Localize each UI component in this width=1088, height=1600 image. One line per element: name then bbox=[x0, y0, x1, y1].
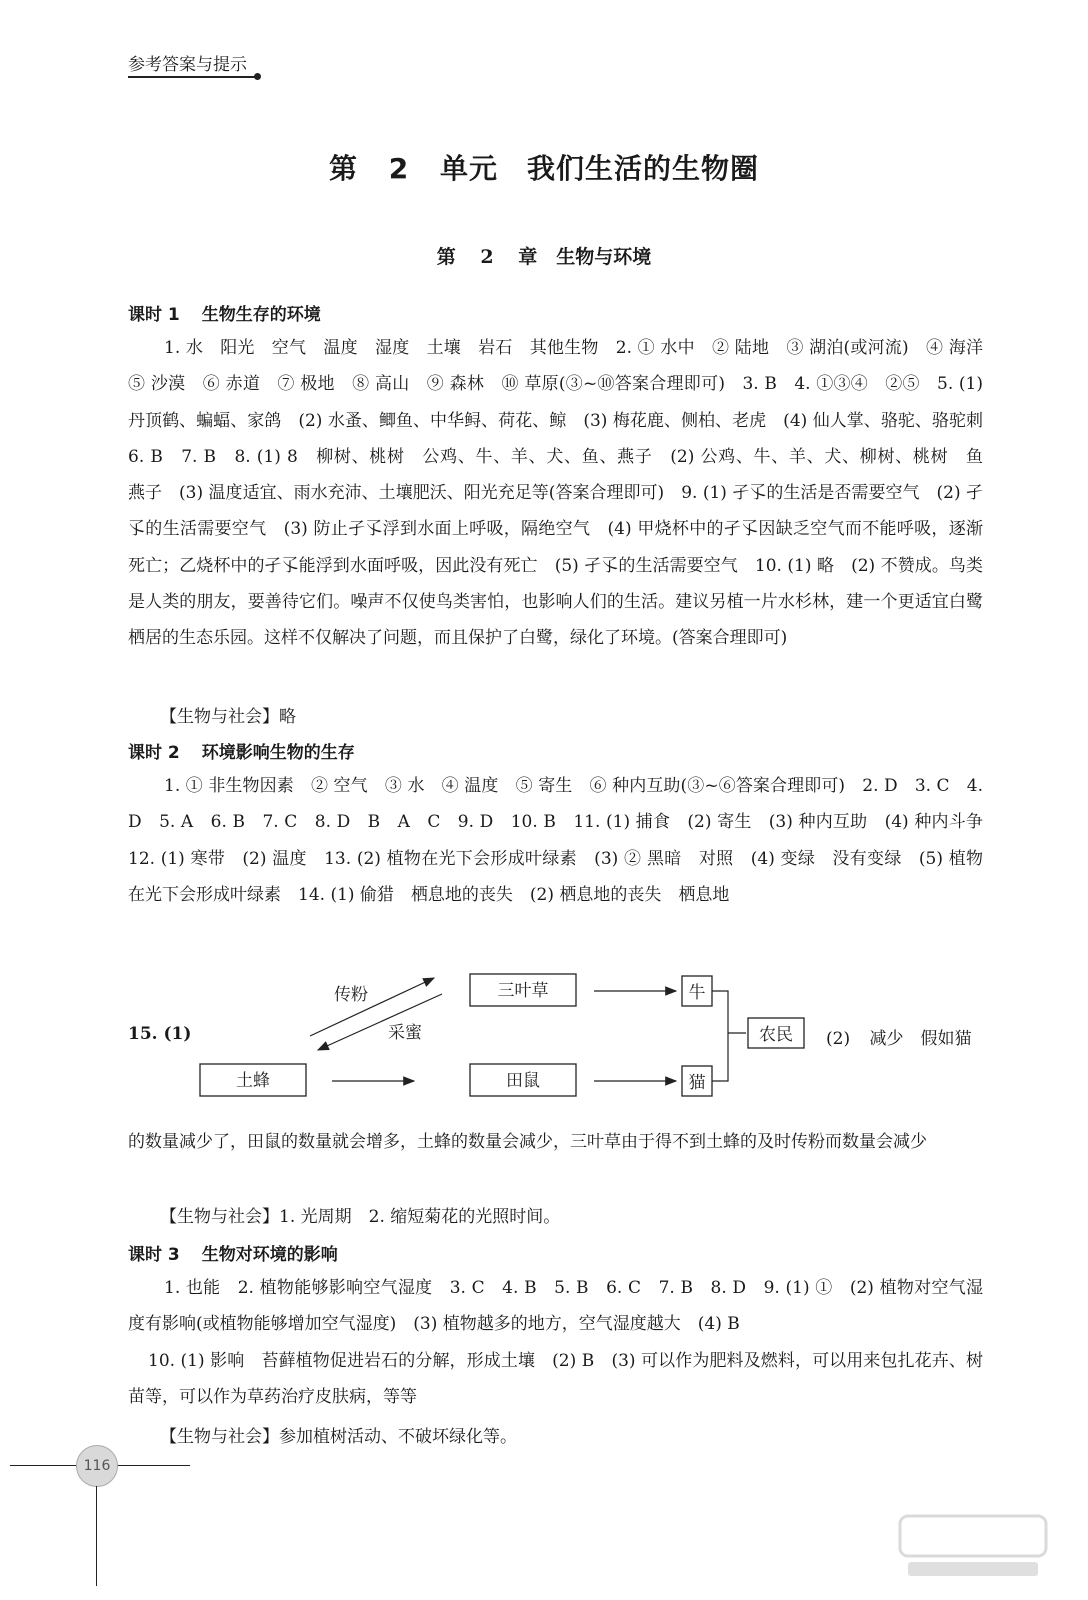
node-mouse: 田鼠 bbox=[506, 1071, 540, 1091]
chapter-title: 第 2 章 生物与环境 bbox=[436, 246, 652, 268]
label-pollinate: 传粉 bbox=[334, 985, 368, 1005]
header-dot bbox=[254, 73, 261, 80]
footer-vertical-rule bbox=[96, 1486, 97, 1586]
lesson-3-heading bbox=[128, 1240, 338, 1265]
node-cat: 猫 bbox=[688, 1073, 706, 1093]
running-header: 参考答案与提示 bbox=[128, 55, 247, 75]
lesson-number: 课时 1 bbox=[128, 305, 180, 325]
lesson-1-answers: 1. 水 阳光 空气 温度 湿度 土壤 岩石 其他生物 2. ① 水中 ② 陆地 ③ 湖泊(或河流) ④ 海洋 ⑤ 沙漠 ⑥ 赤道 ⑦ 极地 ⑧ 高山 ⑨ 森林 ⑩ 草原(③~⑩答案合理即可) 3. B 4. ①③④ ②⑤ 5. (1) 丹顶鹤、蝙蝠、家鸽 (2) 水蚤、鲫鱼、中华鲟、荷花、鲸 (3) 梅花鹿、侧柏、老虎 (4) 仙人掌、骆驼、骆驼刺 6. B 7. B 8. (1) 8 柳树、桃树 公鸡、牛、羊、犬、鱼、燕子 (2) 公鸡、牛、羊、犬、柳树、桃树 鱼 燕子 (3) 温度适宜、雨水充沛、土壤肥沃、阳光充足等(答案合理即可) 9. (1) 孑孓的生活是否需要空气 (2) 孑孓的生活需要空气 (3) 防止孑孓浮到水面上呼吸，隔绝空气 (4) 甲烧杯中的孑孓因缺乏空气而不能呼吸，逐渐死亡；乙烧杯中的孑孓能浮到水面呼吸，因此没有死亡 (5) 孑孓的生活需要空气 10. (1) 略 (2) 不赞成。鸟类是人类的朋友，要善待它们。噪声不仅使鸟类害怕，也影响人们的生活。建议另植一片水杉林，建一个更适宜白鹭栖居的生态乐园。这样不仅解决了问题，而且保护了白鹭，绿化了环境。(答案合理即可) bbox=[128, 338, 1001, 649]
lesson-3-answers: 1. 也能 2. 植物能够影响空气湿度 3. C 4. B 5. B 6. C 7. B 8. D 9. (1) ① (2) 植物对空气湿度有影响(或植物能够增加空气湿度) (3) 植物越多的地方，空气湿度越大 (4) B bbox=[128, 1278, 983, 1335]
header-rule bbox=[128, 76, 256, 78]
lesson-2-heading bbox=[128, 738, 355, 763]
node-farmer: 农民 bbox=[759, 1025, 793, 1045]
food-web-diagram bbox=[190, 960, 810, 1110]
lesson-title: 生物生存的环境 bbox=[201, 305, 321, 325]
lesson-3-answers-q10: 10. (1) 影响 苔藓植物促进岩石的分解，形成土壤 (2) B (3) 可以作为肥料及燃料，可以用来包扎花卉、树苗等，可以作为草药治疗皮肤病，等等 bbox=[128, 1351, 983, 1408]
watermark-logo-icon bbox=[898, 1512, 1048, 1582]
lesson-title: 环境影响生物的生存 bbox=[201, 743, 355, 763]
q15-continuation: 的数量减少了，田鼠的数量就会增多，土蜂的数量会减少，三叶草由于得不到土蜂的及时传粉而数量会减少 bbox=[128, 1132, 927, 1152]
social-note-3: 【生物与社会】参加植树活动、不破坏绿化等。 bbox=[160, 1427, 517, 1447]
unit-title: 第 2 单元 我们生活的生物圈 bbox=[329, 152, 759, 185]
label-nectar: 采蜜 bbox=[388, 1023, 422, 1043]
node-cow: 牛 bbox=[688, 983, 706, 1003]
bracket bbox=[712, 991, 728, 1081]
lesson-2-answers: 1. ① 非生物因素 ② 空气 ③ 水 ④ 温度 ⑤ 寄生 ⑥ 种内互助(③~⑥答案合理即可) 2. D 3. C 4. D 5. A 6. B 7. C 8. D B A C 9. D 10. B 11. (1) 捕食 (2) 寄生 (3) 种内互助 (4) 种内斗争 12. (1) 寒带 (2) 温度 13. (2) 植物在光下会形成叶绿素 (3) ② 黑暗 对照 (4) 变绿 没有变绿 (5) 植物在光下会形成叶绿素 14. (1) 偷猎 栖息地的丧失 (2) 栖息地的丧失 栖息地 bbox=[128, 776, 1000, 905]
page-number: 116 bbox=[76, 1445, 118, 1487]
lesson-number: 课时 3 bbox=[128, 1245, 180, 1265]
node-clover: 三叶草 bbox=[497, 981, 549, 1001]
node-bee: 土蜂 bbox=[236, 1071, 270, 1091]
q15-label: 15. (1) bbox=[128, 1024, 192, 1044]
q15-tail-text: (2) 减少 假如猫 bbox=[826, 1029, 972, 1049]
social-note-2: 【生物与社会】1. 光周期 2. 缩短菊花的光照时间。 bbox=[160, 1207, 561, 1227]
lesson-1-heading bbox=[128, 300, 321, 325]
lesson-title: 生物对环境的影响 bbox=[201, 1245, 338, 1265]
social-note-1: 【生物与社会】略 bbox=[160, 707, 296, 727]
lesson-number: 课时 2 bbox=[128, 743, 180, 763]
